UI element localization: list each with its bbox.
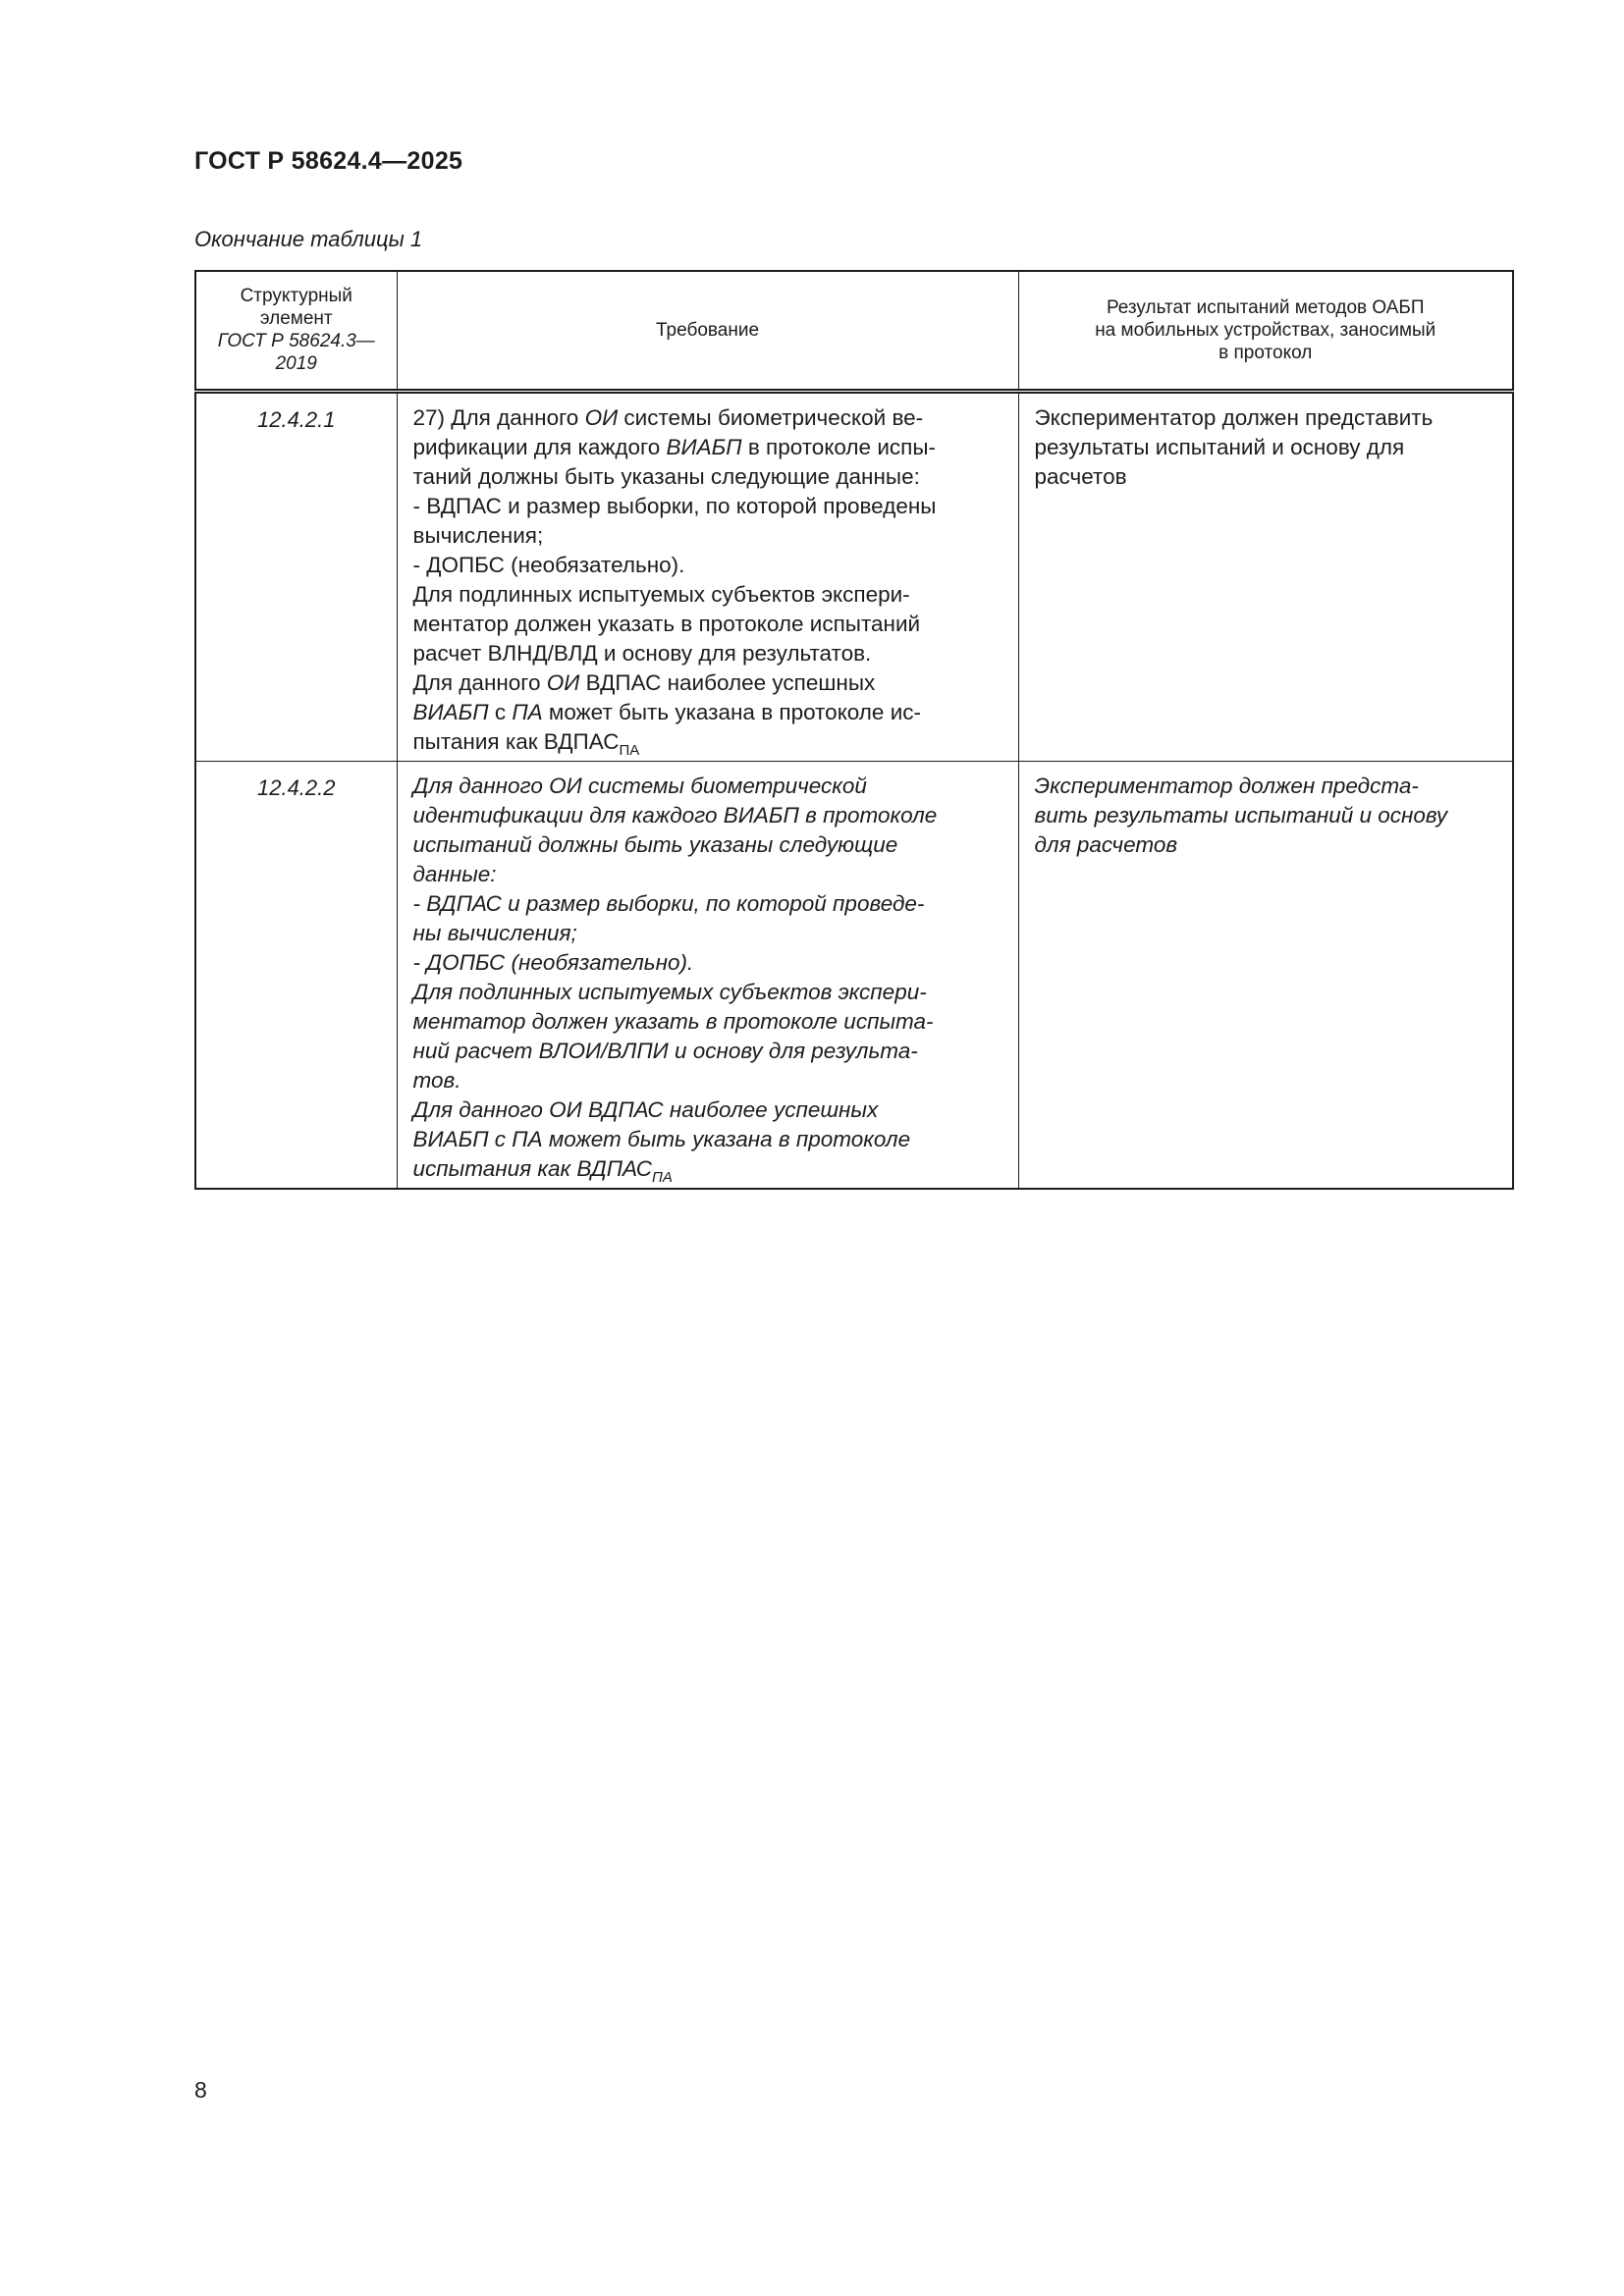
header-line: элемент xyxy=(259,308,333,330)
header-line: Результат испытаний методов ОАБП xyxy=(1106,296,1425,318)
header-line: 2019 xyxy=(275,353,317,375)
text-line: тов. xyxy=(412,1067,461,1093)
text-line: ментатор должен указать в протоколе испыта- xyxy=(412,1008,934,1034)
subscript: ПА xyxy=(619,741,640,759)
text-line: 27) Для данного ОИ системы биометрической ве- xyxy=(412,404,924,430)
header-line: в протокол xyxy=(1218,342,1313,363)
header-requirement xyxy=(397,271,1018,391)
text-line: - ВДПАС и размер выборки, по которой проведе- xyxy=(412,890,925,916)
document-header: ГОСТ Р 58624.4—2025 xyxy=(194,147,463,175)
text-line: Для данного ОИ ВДПАС наиболее успешных xyxy=(412,1096,879,1122)
text-line: рификации для каждого ВИАБП в протоколе испы- xyxy=(412,434,936,459)
header-line: на мобильных устройствах, заносимый xyxy=(1095,319,1436,341)
text-line: ний расчет ВЛОИ/ВЛПИ и основу для результа- xyxy=(412,1038,918,1063)
text-line: таний должны быть указаны следующие данные: xyxy=(412,463,920,489)
requirement-text xyxy=(397,761,1018,1189)
header-test-result xyxy=(1018,271,1513,391)
text-line: ВИАБП с ПА может быть указана в протоколе ис- xyxy=(412,699,922,724)
table-row xyxy=(195,761,1513,1189)
text-line: Для подлинных испытуемых субъектов экспери- xyxy=(412,581,910,607)
header-line: Структурный xyxy=(240,286,352,307)
text-line: вычисления; xyxy=(412,522,544,548)
text-line: Для данного ОИ системы биометрической xyxy=(412,773,867,798)
table-header-row xyxy=(195,271,1513,391)
text-line: ментатор должен указать в протоколе испытаний xyxy=(412,611,921,636)
text-line: Экспериментатор должен представить xyxy=(1034,404,1434,430)
structural-element-code: 12.4.2.1 xyxy=(195,391,397,761)
text-line: Экспериментатор должен предста- xyxy=(1034,773,1419,798)
test-result-text xyxy=(1018,391,1513,761)
text-line: испытания как $ВДПАС_{ПА}$ xyxy=(412,1155,673,1186)
text-line: для расчетов xyxy=(1034,831,1178,857)
structural-element-code: 12.4.2.2 xyxy=(195,761,397,1189)
text-line: - ДОПБС (необязательно). xyxy=(412,949,694,975)
text-line: ны вычисления; xyxy=(412,920,577,945)
test-result-text xyxy=(1018,761,1513,1189)
text-line: ВИАБП с ПА может быть указана в протоколе xyxy=(412,1126,911,1151)
text-line: идентификации для каждого ВИАБП в протоколе xyxy=(412,802,938,828)
text-line: расчет ВЛНД/ВЛД и основу для результатов. xyxy=(412,640,872,666)
requirement-text xyxy=(397,391,1018,761)
text-line: данные: xyxy=(412,861,497,886)
text-line: вить результаты испытаний и основу xyxy=(1034,802,1448,828)
page-number: 8 xyxy=(194,2077,207,2103)
table-row xyxy=(195,391,1513,761)
text-line: Для данного ОИ ВДПАС наиболее успешных xyxy=(412,669,876,695)
text-line: - ВДПАС и размер выборки, по которой проведены xyxy=(412,493,937,518)
text-line: пытания как $ВДПАС_{ПА}$ xyxy=(412,728,640,759)
table-caption: Окончание таблицы 1 xyxy=(194,227,423,251)
header-line: Требование xyxy=(655,319,760,341)
requirements-table xyxy=(194,270,1514,1190)
text-line: - ДОПБС (необязательно). xyxy=(412,552,685,577)
header-structural-element xyxy=(195,271,397,391)
subscript: ПА xyxy=(652,1168,673,1186)
text-line: расчетов xyxy=(1034,463,1127,489)
header-line: ГОСТ Р 58624.3— xyxy=(217,331,375,352)
text-line: результаты испытаний и основу для xyxy=(1034,434,1405,459)
text-line: испытаний должны быть указаны следующие xyxy=(412,831,898,857)
text-line: Для подлинных испытуемых субъектов экспери- xyxy=(412,979,927,1004)
